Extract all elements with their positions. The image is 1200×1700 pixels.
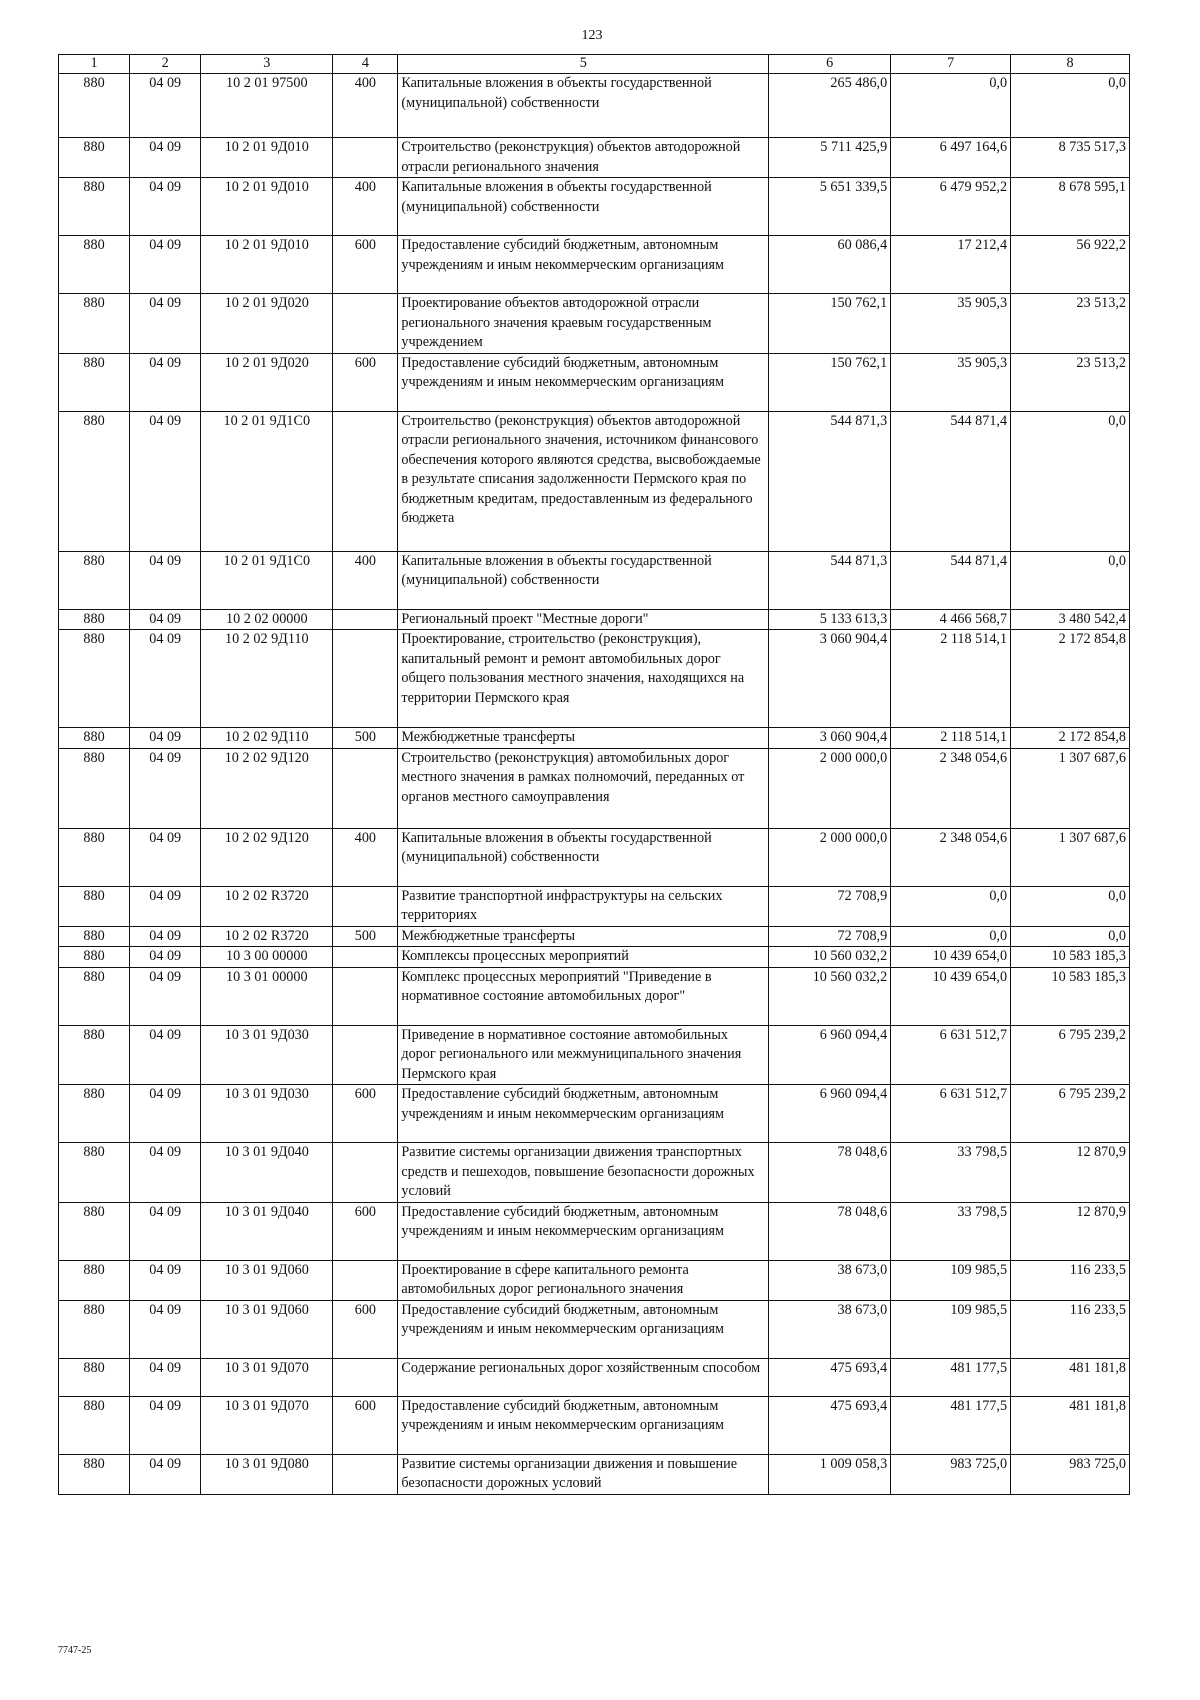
value-col7-cell: 6 497 164,6 bbox=[891, 138, 1011, 178]
section-code-cell: 04 09 bbox=[130, 353, 201, 411]
value-col8-cell: 6 795 239,2 bbox=[1011, 1025, 1130, 1085]
expense-type-cell bbox=[333, 411, 398, 551]
admin-code-cell: 880 bbox=[59, 1396, 130, 1454]
target-article-cell: 10 2 01 9Д1С0 bbox=[201, 411, 333, 551]
description-cell: Предоставление субсидий бюджетным, автономным учреждениям и иным некоммерческим организациям bbox=[398, 236, 769, 294]
table-row bbox=[59, 609, 1130, 630]
value-col8-cell: 2 172 854,8 bbox=[1011, 728, 1130, 749]
admin-code-cell: 880 bbox=[59, 1300, 130, 1358]
section-code-cell: 04 09 bbox=[130, 1358, 201, 1396]
table-row bbox=[59, 886, 1130, 926]
target-article-cell: 10 2 01 9Д020 bbox=[201, 294, 333, 354]
expense-type-cell: 400 bbox=[333, 178, 398, 236]
target-article-cell: 10 2 01 9Д010 bbox=[201, 236, 333, 294]
value-col6-cell: 544 871,3 bbox=[769, 411, 891, 551]
admin-code-cell: 880 bbox=[59, 411, 130, 551]
table-row bbox=[59, 1260, 1130, 1300]
target-article-cell: 10 3 01 9Д070 bbox=[201, 1358, 333, 1396]
admin-code-cell: 880 bbox=[59, 748, 130, 828]
expense-type-cell bbox=[333, 1454, 398, 1494]
value-col8-cell: 3 480 542,4 bbox=[1011, 609, 1130, 630]
value-col6-cell: 2 000 000,0 bbox=[769, 748, 891, 828]
section-code-cell: 04 09 bbox=[130, 1085, 201, 1143]
value-col7-cell: 6 479 952,2 bbox=[891, 178, 1011, 236]
target-article-cell: 10 3 01 9Д030 bbox=[201, 1085, 333, 1143]
table-row bbox=[59, 947, 1130, 968]
section-code-cell: 04 09 bbox=[130, 728, 201, 749]
value-col8-cell: 1 307 687,6 bbox=[1011, 748, 1130, 828]
target-article-cell: 10 2 02 9Д110 bbox=[201, 728, 333, 749]
description-cell: Проектирование, строительство (реконструкция), капитальный ремонт и ремонт автомобильных дорог общего пользования местного значения, находящихся на территории Пермского края bbox=[398, 630, 769, 728]
value-col7-cell: 35 905,3 bbox=[891, 294, 1011, 354]
value-col8-cell: 12 870,9 bbox=[1011, 1143, 1130, 1203]
value-col6-cell: 5 711 425,9 bbox=[769, 138, 891, 178]
expense-type-cell bbox=[333, 138, 398, 178]
value-col8-cell: 0,0 bbox=[1011, 74, 1130, 138]
target-article-cell: 10 2 01 9Д020 bbox=[201, 353, 333, 411]
value-col8-cell: 8 678 595,1 bbox=[1011, 178, 1130, 236]
value-col7-cell: 0,0 bbox=[891, 886, 1011, 926]
expense-type-cell bbox=[333, 630, 398, 728]
expense-type-cell: 500 bbox=[333, 926, 398, 947]
expense-type-cell bbox=[333, 609, 398, 630]
table-row bbox=[59, 138, 1130, 178]
section-code-cell: 04 09 bbox=[130, 411, 201, 551]
target-article-cell: 10 2 02 R3720 bbox=[201, 886, 333, 926]
section-code-cell: 04 09 bbox=[130, 1025, 201, 1085]
value-col6-cell: 5 651 339,5 bbox=[769, 178, 891, 236]
value-col8-cell: 10 583 185,3 bbox=[1011, 967, 1130, 1025]
expense-type-cell: 600 bbox=[333, 353, 398, 411]
admin-code-cell: 880 bbox=[59, 236, 130, 294]
table-row bbox=[59, 178, 1130, 236]
table-row bbox=[59, 630, 1130, 728]
value-col8-cell: 481 181,8 bbox=[1011, 1396, 1130, 1454]
admin-code-cell: 880 bbox=[59, 926, 130, 947]
admin-code-cell: 880 bbox=[59, 1143, 130, 1203]
admin-code-cell: 880 bbox=[59, 886, 130, 926]
value-col6-cell: 72 708,9 bbox=[769, 926, 891, 947]
value-col6-cell: 3 060 904,4 bbox=[769, 630, 891, 728]
header-cell-7: 7 bbox=[891, 55, 1011, 74]
admin-code-cell: 880 bbox=[59, 178, 130, 236]
value-col6-cell: 6 960 094,4 bbox=[769, 1085, 891, 1143]
value-col8-cell: 10 583 185,3 bbox=[1011, 947, 1130, 968]
target-article-cell: 10 3 01 00000 bbox=[201, 967, 333, 1025]
value-col7-cell: 0,0 bbox=[891, 926, 1011, 947]
table-row bbox=[59, 1454, 1130, 1494]
description-cell: Содержание региональных дорог хозяйственным способом bbox=[398, 1358, 769, 1396]
value-col6-cell: 38 673,0 bbox=[769, 1260, 891, 1300]
document-code: 7747-25 bbox=[58, 1645, 92, 1656]
description-cell: Предоставление субсидий бюджетным, автономным учреждениям и иным некоммерческим организациям bbox=[398, 1085, 769, 1143]
value-col6-cell: 78 048,6 bbox=[769, 1202, 891, 1260]
value-col7-cell: 4 466 568,7 bbox=[891, 609, 1011, 630]
section-code-cell: 04 09 bbox=[130, 1396, 201, 1454]
description-cell: Предоставление субсидий бюджетным, автономным учреждениям и иным некоммерческим организациям bbox=[398, 353, 769, 411]
section-code-cell: 04 09 bbox=[130, 609, 201, 630]
target-article-cell: 10 3 00 00000 bbox=[201, 947, 333, 968]
description-cell: Развитие транспортной инфраструктуры на сельских территориях bbox=[398, 886, 769, 926]
section-code-cell: 04 09 bbox=[130, 748, 201, 828]
table-row bbox=[59, 74, 1130, 138]
admin-code-cell: 880 bbox=[59, 609, 130, 630]
value-col7-cell: 6 631 512,7 bbox=[891, 1025, 1011, 1085]
table-row bbox=[59, 1202, 1130, 1260]
target-article-cell: 10 2 02 R3720 bbox=[201, 926, 333, 947]
table-row bbox=[59, 1143, 1130, 1203]
description-cell: Региональный проект "Местные дороги" bbox=[398, 609, 769, 630]
section-code-cell: 04 09 bbox=[130, 1202, 201, 1260]
expense-type-cell bbox=[333, 1260, 398, 1300]
target-article-cell: 10 3 01 9Д030 bbox=[201, 1025, 333, 1085]
description-cell: Проектирование в сфере капитального ремонта автомобильных дорог регионального значения bbox=[398, 1260, 769, 1300]
value-col7-cell: 33 798,5 bbox=[891, 1143, 1011, 1203]
value-col7-cell: 0,0 bbox=[891, 74, 1011, 138]
description-cell: Капитальные вложения в объекты государственной (муниципальной) собственности bbox=[398, 828, 769, 886]
value-col6-cell: 544 871,3 bbox=[769, 551, 891, 609]
value-col8-cell: 116 233,5 bbox=[1011, 1260, 1130, 1300]
description-cell: Предоставление субсидий бюджетным, автономным учреждениям и иным некоммерческим организациям bbox=[398, 1300, 769, 1358]
admin-code-cell: 880 bbox=[59, 551, 130, 609]
value-col6-cell: 38 673,0 bbox=[769, 1300, 891, 1358]
description-cell: Предоставление субсидий бюджетным, автономным учреждениям и иным некоммерческим организациям bbox=[398, 1396, 769, 1454]
admin-code-cell: 880 bbox=[59, 1085, 130, 1143]
description-cell: Строительство (реконструкция) объектов автодорожной отрасли регионального значения bbox=[398, 138, 769, 178]
section-code-cell: 04 09 bbox=[130, 74, 201, 138]
value-col8-cell: 0,0 bbox=[1011, 411, 1130, 551]
value-col7-cell: 6 631 512,7 bbox=[891, 1085, 1011, 1143]
target-article-cell: 10 2 02 9Д120 bbox=[201, 828, 333, 886]
value-col7-cell: 17 212,4 bbox=[891, 236, 1011, 294]
value-col7-cell: 481 177,5 bbox=[891, 1396, 1011, 1454]
table-row bbox=[59, 551, 1130, 609]
header-cell-3: 3 bbox=[201, 55, 333, 74]
admin-code-cell: 880 bbox=[59, 74, 130, 138]
target-article-cell: 10 3 01 9Д060 bbox=[201, 1260, 333, 1300]
table-body bbox=[59, 74, 1130, 1495]
description-cell: Комплексы процессных мероприятий bbox=[398, 947, 769, 968]
value-col7-cell: 544 871,4 bbox=[891, 551, 1011, 609]
value-col7-cell: 2 118 514,1 bbox=[891, 630, 1011, 728]
description-cell: Развитие системы организации движения и повышение безопасности дорожных условий bbox=[398, 1454, 769, 1494]
description-cell: Межбюджетные трансферты bbox=[398, 926, 769, 947]
value-col6-cell: 10 560 032,2 bbox=[769, 947, 891, 968]
value-col7-cell: 109 985,5 bbox=[891, 1300, 1011, 1358]
value-col6-cell: 72 708,9 bbox=[769, 886, 891, 926]
table-row bbox=[59, 353, 1130, 411]
value-col6-cell: 265 486,0 bbox=[769, 74, 891, 138]
target-article-cell: 10 2 02 9Д110 bbox=[201, 630, 333, 728]
target-article-cell: 10 2 01 9Д1С0 bbox=[201, 551, 333, 609]
description-cell: Комплекс процессных мероприятий "Приведение в нормативное состояние автомобильных дорог" bbox=[398, 967, 769, 1025]
admin-code-cell: 880 bbox=[59, 967, 130, 1025]
expense-type-cell bbox=[333, 1358, 398, 1396]
description-cell: Строительство (реконструкция) автомобильных дорог местного значения в рамках полномочий, переданных от органов местного самоуправления bbox=[398, 748, 769, 828]
admin-code-cell: 880 bbox=[59, 353, 130, 411]
header-cell-4: 4 bbox=[333, 55, 398, 74]
table-row bbox=[59, 1300, 1130, 1358]
admin-code-cell: 880 bbox=[59, 138, 130, 178]
description-cell: Развитие системы организации движения транспортных средств и пешеходов, повышение безопасности дорожных условий bbox=[398, 1143, 769, 1203]
page-number: 123 bbox=[581, 28, 603, 43]
table-row bbox=[59, 967, 1130, 1025]
value-col7-cell: 2 118 514,1 bbox=[891, 728, 1011, 749]
value-col6-cell: 150 762,1 bbox=[769, 353, 891, 411]
section-code-cell: 04 09 bbox=[130, 178, 201, 236]
section-code-cell: 04 09 bbox=[130, 1454, 201, 1494]
admin-code-cell: 880 bbox=[59, 1202, 130, 1260]
table-row bbox=[59, 1085, 1130, 1143]
value-col8-cell: 23 513,2 bbox=[1011, 294, 1130, 354]
section-code-cell: 04 09 bbox=[130, 886, 201, 926]
value-col6-cell: 475 693,4 bbox=[769, 1396, 891, 1454]
description-cell: Проектирование объектов автодорожной отрасли регионального значения краевым государственным учреждением bbox=[398, 294, 769, 354]
header-cell-5: 5 bbox=[398, 55, 769, 74]
expense-type-cell: 600 bbox=[333, 1202, 398, 1260]
header-cell-6: 6 bbox=[769, 55, 891, 74]
expense-type-cell: 600 bbox=[333, 1085, 398, 1143]
value-col8-cell: 2 172 854,8 bbox=[1011, 630, 1130, 728]
value-col8-cell: 12 870,9 bbox=[1011, 1202, 1130, 1260]
expense-type-cell: 600 bbox=[333, 236, 398, 294]
target-article-cell: 10 2 01 9Д010 bbox=[201, 138, 333, 178]
description-cell: Капитальные вложения в объекты государственной (муниципальной) собственности bbox=[398, 178, 769, 236]
value-col8-cell: 0,0 bbox=[1011, 551, 1130, 609]
header-cell-8: 8 bbox=[1011, 55, 1130, 74]
value-col7-cell: 10 439 654,0 bbox=[891, 947, 1011, 968]
value-col8-cell: 6 795 239,2 bbox=[1011, 1085, 1130, 1143]
value-col8-cell: 116 233,5 bbox=[1011, 1300, 1130, 1358]
value-col7-cell: 544 871,4 bbox=[891, 411, 1011, 551]
section-code-cell: 04 09 bbox=[130, 1260, 201, 1300]
value-col8-cell: 1 307 687,6 bbox=[1011, 828, 1130, 886]
table-row bbox=[59, 1396, 1130, 1454]
table-row bbox=[59, 1025, 1130, 1085]
description-cell: Межбюджетные трансферты bbox=[398, 728, 769, 749]
value-col7-cell: 2 348 054,6 bbox=[891, 828, 1011, 886]
value-col8-cell: 481 181,8 bbox=[1011, 1358, 1130, 1396]
admin-code-cell: 880 bbox=[59, 1260, 130, 1300]
section-code-cell: 04 09 bbox=[130, 551, 201, 609]
value-col6-cell: 78 048,6 bbox=[769, 1143, 891, 1203]
expense-type-cell: 600 bbox=[333, 1396, 398, 1454]
table-row bbox=[59, 748, 1130, 828]
budget-table bbox=[58, 54, 1130, 1495]
header-cell-1: 1 bbox=[59, 55, 130, 74]
expense-type-cell: 400 bbox=[333, 551, 398, 609]
table-row bbox=[59, 411, 1130, 551]
value-col6-cell: 1 009 058,3 bbox=[769, 1454, 891, 1494]
target-article-cell: 10 3 01 9Д080 bbox=[201, 1454, 333, 1494]
section-code-cell: 04 09 bbox=[130, 294, 201, 354]
value-col6-cell: 5 133 613,3 bbox=[769, 609, 891, 630]
section-code-cell: 04 09 bbox=[130, 138, 201, 178]
expense-type-cell bbox=[333, 1025, 398, 1085]
value-col7-cell: 10 439 654,0 bbox=[891, 967, 1011, 1025]
expense-type-cell bbox=[333, 967, 398, 1025]
table-row bbox=[59, 926, 1130, 947]
table-row bbox=[59, 294, 1130, 354]
section-code-cell: 04 09 bbox=[130, 1143, 201, 1203]
value-col6-cell: 60 086,4 bbox=[769, 236, 891, 294]
value-col8-cell: 8 735 517,3 bbox=[1011, 138, 1130, 178]
target-article-cell: 10 3 01 9Д040 bbox=[201, 1143, 333, 1203]
value-col8-cell: 0,0 bbox=[1011, 886, 1130, 926]
expense-type-cell: 500 bbox=[333, 728, 398, 749]
value-col7-cell: 33 798,5 bbox=[891, 1202, 1011, 1260]
table-row bbox=[59, 728, 1130, 749]
expense-type-cell bbox=[333, 748, 398, 828]
description-cell: Капитальные вложения в объекты государственной (муниципальной) собственности bbox=[398, 551, 769, 609]
admin-code-cell: 880 bbox=[59, 728, 130, 749]
value-col7-cell: 109 985,5 bbox=[891, 1260, 1011, 1300]
value-col7-cell: 2 348 054,6 bbox=[891, 748, 1011, 828]
target-article-cell: 10 2 01 97500 bbox=[201, 74, 333, 138]
value-col6-cell: 150 762,1 bbox=[769, 294, 891, 354]
section-code-cell: 04 09 bbox=[130, 926, 201, 947]
value-col7-cell: 481 177,5 bbox=[891, 1358, 1011, 1396]
value-col8-cell: 23 513,2 bbox=[1011, 353, 1130, 411]
admin-code-cell: 880 bbox=[59, 1358, 130, 1396]
value-col7-cell: 983 725,0 bbox=[891, 1454, 1011, 1494]
value-col6-cell: 475 693,4 bbox=[769, 1358, 891, 1396]
value-col6-cell: 2 000 000,0 bbox=[769, 828, 891, 886]
expense-type-cell bbox=[333, 886, 398, 926]
expense-type-cell: 600 bbox=[333, 1300, 398, 1358]
description-cell: Предоставление субсидий бюджетным, автономным учреждениям и иным некоммерческим организациям bbox=[398, 1202, 769, 1260]
target-article-cell: 10 3 01 9Д070 bbox=[201, 1396, 333, 1454]
value-col6-cell: 3 060 904,4 bbox=[769, 728, 891, 749]
section-code-cell: 04 09 bbox=[130, 236, 201, 294]
expense-type-cell bbox=[333, 947, 398, 968]
value-col8-cell: 0,0 bbox=[1011, 926, 1130, 947]
target-article-cell: 10 2 02 9Д120 bbox=[201, 748, 333, 828]
expense-type-cell bbox=[333, 1143, 398, 1203]
admin-code-cell: 880 bbox=[59, 1025, 130, 1085]
description-cell: Капитальные вложения в объекты государственной (муниципальной) собственности bbox=[398, 74, 769, 138]
table-row bbox=[59, 1358, 1130, 1396]
admin-code-cell: 880 bbox=[59, 294, 130, 354]
section-code-cell: 04 09 bbox=[130, 1300, 201, 1358]
description-cell: Приведение в нормативное состояние автомобильных дорог регионального или межмуниципального значения Пермского края bbox=[398, 1025, 769, 1085]
admin-code-cell: 880 bbox=[59, 1454, 130, 1494]
expense-type-cell bbox=[333, 294, 398, 354]
section-code-cell: 04 09 bbox=[130, 967, 201, 1025]
section-code-cell: 04 09 bbox=[130, 947, 201, 968]
admin-code-cell: 880 bbox=[59, 828, 130, 886]
expense-type-cell: 400 bbox=[333, 74, 398, 138]
section-code-cell: 04 09 bbox=[130, 828, 201, 886]
table-row bbox=[59, 828, 1130, 886]
value-col6-cell: 10 560 032,2 bbox=[769, 967, 891, 1025]
description-cell: Строительство (реконструкция) объектов автодорожной отрасли регионального значения, источником финансового обеспечения которого являются средства, высвобождаемые в результате списания задолженности Пермского края по бюджетным кредитам, предоставленным из федерального бюджета bbox=[398, 411, 769, 551]
target-article-cell: 10 3 01 9Д040 bbox=[201, 1202, 333, 1260]
value-col8-cell: 56 922,2 bbox=[1011, 236, 1130, 294]
value-col7-cell: 35 905,3 bbox=[891, 353, 1011, 411]
target-article-cell: 10 3 01 9Д060 bbox=[201, 1300, 333, 1358]
value-col8-cell: 983 725,0 bbox=[1011, 1454, 1130, 1494]
admin-code-cell: 880 bbox=[59, 630, 130, 728]
table-row bbox=[59, 236, 1130, 294]
admin-code-cell: 880 bbox=[59, 947, 130, 968]
target-article-cell: 10 2 02 00000 bbox=[201, 609, 333, 630]
header-cell-2: 2 bbox=[130, 55, 201, 74]
value-col6-cell: 6 960 094,4 bbox=[769, 1025, 891, 1085]
expense-type-cell: 400 bbox=[333, 828, 398, 886]
target-article-cell: 10 2 01 9Д010 bbox=[201, 178, 333, 236]
section-code-cell: 04 09 bbox=[130, 630, 201, 728]
header-row bbox=[59, 55, 1130, 74]
